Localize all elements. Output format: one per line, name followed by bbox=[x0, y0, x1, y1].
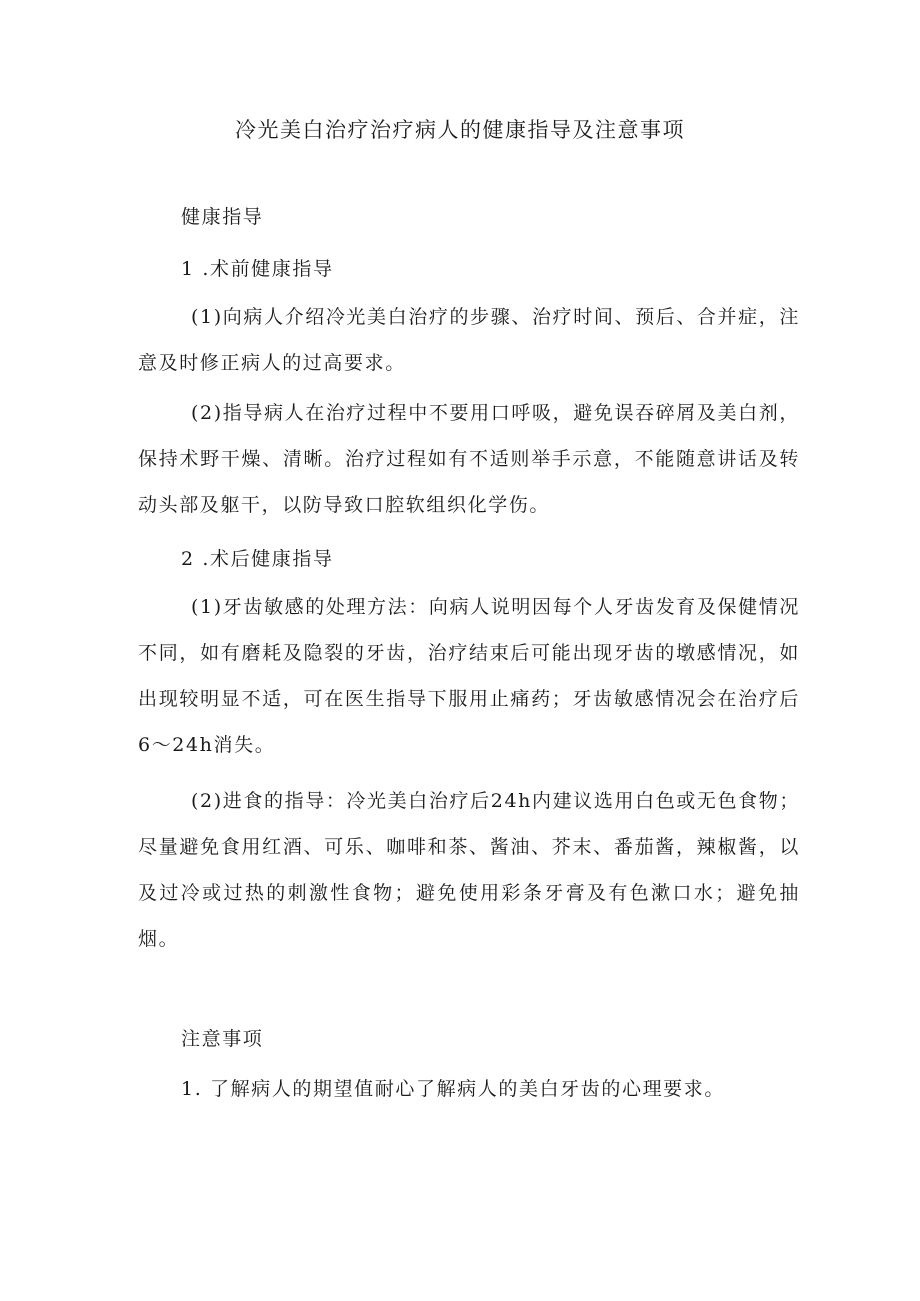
section-heading-precautions: 注意事项 bbox=[181, 1028, 264, 1050]
subsection-heading-postop: 2 .术后健康指导 bbox=[181, 548, 334, 570]
section-heading-health-guidance: 健康指导 bbox=[181, 206, 264, 228]
document-title: 冷光美白治疗治疗病人的健康指导及注意事项 bbox=[235, 118, 685, 142]
preop-item-1: (1)向病人介绍冷光美白治疗的步骤、治疗时间、预后、合并症，注意及时修正病人的过高要求。 bbox=[138, 306, 800, 374]
postop-item-2: (2)进食的指导：冷光美白治疗后24h内建议选用白色或无色食物；尽量避免食用红酒、可乐、咖啡和茶、酱油、芥末、番茄酱，辣椒酱，以及过冷或过热的刺激性食物；避免使用彩条牙膏及有色漱口水；避免抽烟。 bbox=[138, 790, 800, 950]
preop-item-2: (2)指导病人在治疗过程中不要用口呼吸，避免误吞碎屑及美白剂，保持术野干燥、清晰。治疗过程如有不适则举手示意，不能随意讲话及转动头部及躯干，以防导致口腔软组织化学伤。 bbox=[138, 402, 800, 516]
precautions-item-1: 1. 了解病人的期望值耐心了解病人的美白牙齿的心理要求。 bbox=[181, 1078, 725, 1100]
postop-item-1: (1)牙齿敏感的处理方法：向病人说明因每个人牙齿发育及保健情况不同，如有磨耗及隐裂的牙齿，治疗结束后可能出现牙齿的墩感情况，如出现较明显不适，可在医生指导下服用止痛药；牙齿敏感情况会在治疗后6～24h消失。 bbox=[138, 596, 800, 756]
subsection-heading-preop: 1 .术前健康指导 bbox=[181, 258, 334, 280]
